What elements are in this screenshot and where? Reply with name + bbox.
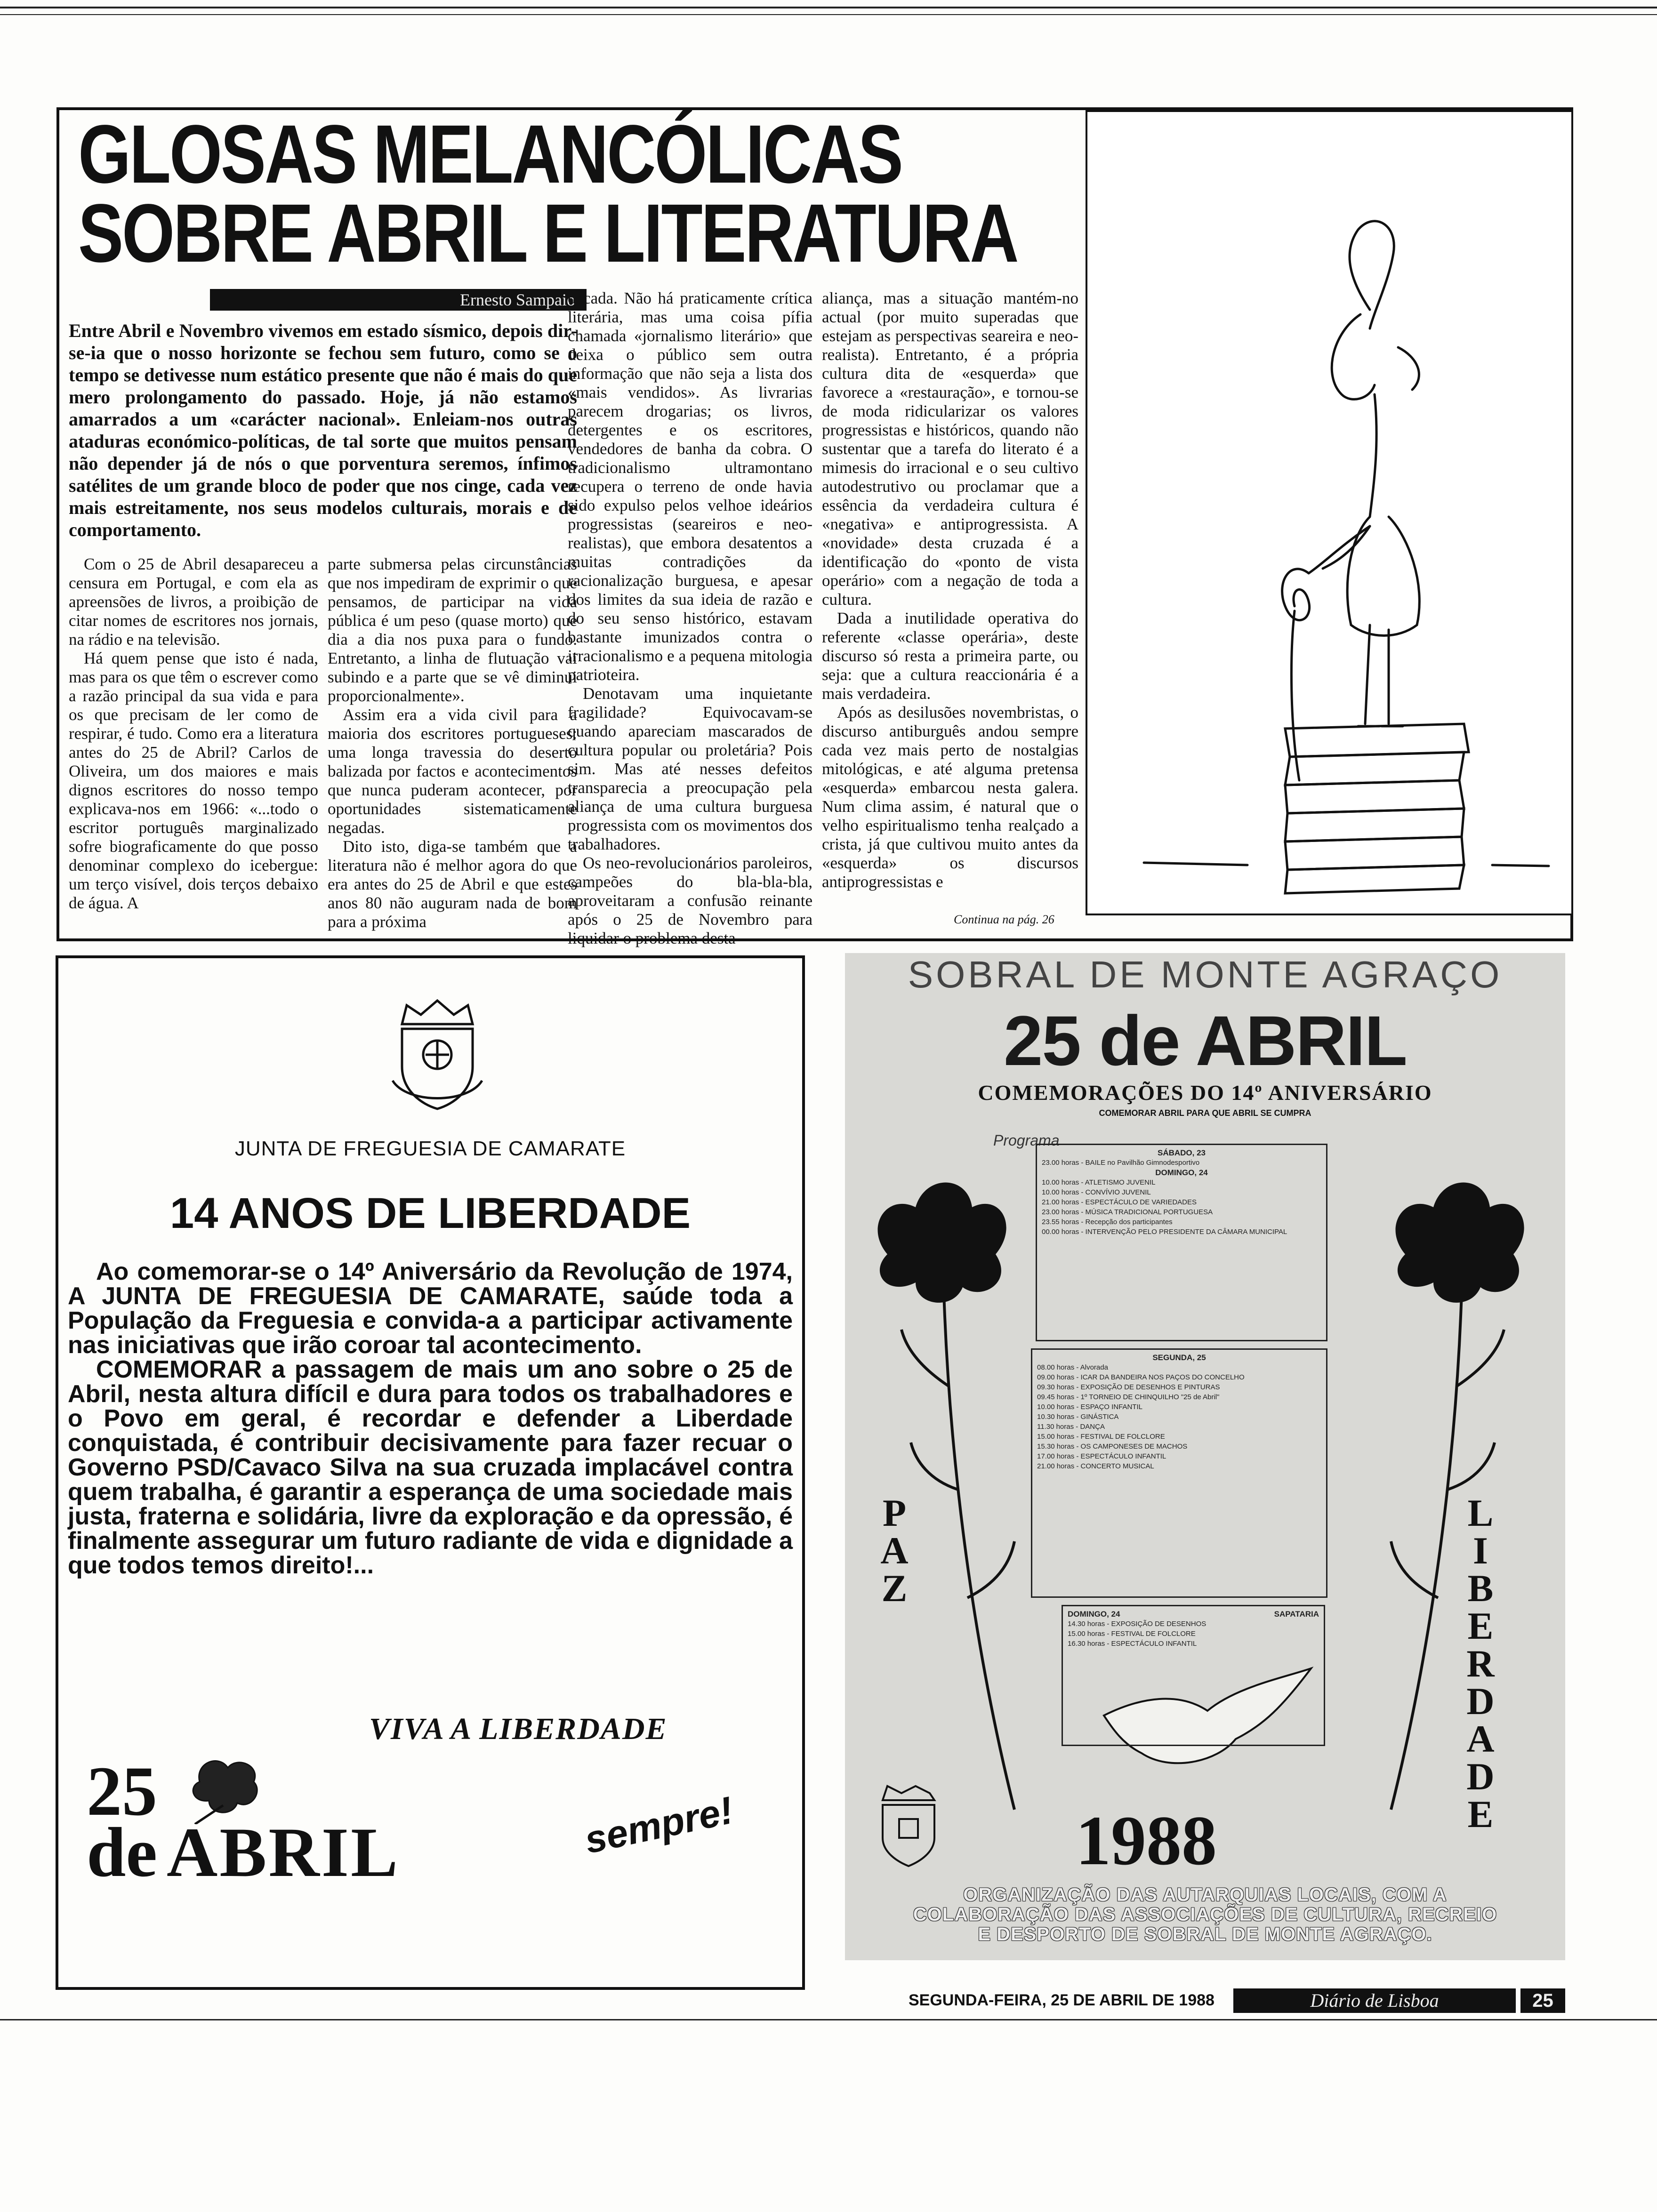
programme-item: 09.00 horas - ICAR DA BANDEIRA NOS PAÇOS DO CONCELHO [1037,1373,1245,1381]
poster-organisers: ORGANIZAÇÃO DAS AUTARQUIAS LOCAIS, COM A COLABORAÇÃO DAS ASSOCIAÇÕES DE CULTURA, RECREIO E DESPORTO DE SOBRAL DE MONTE AGRAÇO. [913,1884,1497,1945]
programme-item: 15.00 horas - FESTIVAL DE FOLCLORE [1068,1630,1196,1638]
programme-item: 23.55 horas - Recepção dos participantes [1042,1218,1173,1226]
programme-item: 23.00 horas - MÚSICA TRADICIONAL PORTUGUESA [1042,1208,1213,1216]
column-3 [568,289,812,948]
liberdade-letter: B [1467,1567,1494,1610]
liberdade-letter: L [1467,1491,1494,1534]
paz-vertical [873,1491,916,1610]
logo-de: de [87,1813,157,1891]
programme-item: 10.00 horas - CONVÍVIO JUVENIL [1042,1188,1151,1196]
camarate-ad [56,955,805,1990]
programme-item: 14.30 horas - EXPOSIÇÃO DE DESENHOS [1068,1620,1207,1628]
headline-line-2: SOBRE ABRIL E LITERATURA [78,187,1018,280]
issue-date: SEGUNDA-FEIRA, 25 DE ABRIL DE 1988 [909,1991,1215,2009]
liberdade-letter: R [1466,1642,1495,1685]
ad-body [68,1259,793,1578]
programme-item: 21.00 horas - ESPECTÁCULO DE VARIEDADES [1042,1198,1197,1206]
paragraph: Dito isto, diga-se também que a literatura não é melhor agora do que era antes do 25 de Abril e que estes anos 80 não auguram nada de bom para a próxima [328,837,577,931]
page-footer [909,1988,1568,2013]
paz-letter: P [882,1491,907,1534]
ad-paragraph-1: Ao comemorar-se o 14º Aniversário da Revolução de 1974, A JUNTA DE FREGUESIA DE CAMARATE, saúde toda a População da Freguesia e convida-a a participar activamente nas iniciativas que irão coroar tal acontecimento. [68,1258,793,1359]
viva-slogan: VIVA A LIBERDADE [369,1712,668,1746]
programme-item: 10.30 horas - GINÁSTICA [1037,1413,1119,1421]
programme-item: 16.30 horas - ESPECTÁCULO INFANTIL [1068,1640,1197,1648]
junta-name: JUNTA DE FREGUESIA DE CAMARATE [234,1137,626,1160]
byline: Ernesto Sampaio [210,289,587,311]
paragraph: Assim era a vida civil para a maioria dos escritores portugueses: uma longa travessia do deserto balizada por factos e acontecimentos que nunca puderam acontecer, por oportunidades sistematicamente negadas. [328,705,577,837]
column-1 [69,555,318,913]
ad-paragraph-2: COMEMORAR a passagem de mais um ano sobre o 25 de Abril, nesta altura difícil e dura para todos os trabalhadores e o Povo em geral, é recordar e defender a Liberdade conquistada, é contribuir decisivamente para fazer recuar o Governo PSD/Cavaco Silva na sua cruzada implacável contra quem trabalha, é garantir a esperança de uma sociedade mais justa, fraterna e solidária, livre da exploração e da opressão, é finalmente assegurar um futuro radiante de vida e dignidade a que todos temos direito!... [68,1356,793,1579]
paragraph: aliança, mas a situação mantém-no actual (por muito superadas que estejam as perspectivas seareira e neo-realista). Entretanto, é a própria cultura dita de «esquerda» que favorece a «restauração», e tornou-se de moda ridicularizar os valores progressistas e históricos, quando não sustentar que a tarefa do literato é a mimesis do irracional e o seu cultivo autodestrutivo ou proclamar que a essência da verdadeira cultura é «negativa» e antiprogressista. A «novidade» desta cruzada é a identificação do «ponto de vista operário» com a negação de toda a cultura. [822,289,1078,609]
paragraph: década. Não há praticamente crítica literária, mas uma coisa pífia chamada «jornalismo literário» que deixa o público sem outra informação que não seja a lista dos «mais vendidos». As livrarias parecem drogarias; os livros, detergentes e os escritores, vendedores de banha da cobra. O tradicionalismo ultramontano recupera o terreno de onde havia sido expulso pelos velhoe ideários progressistas (seareiros e neo-realistas), que embora desatentos a muitas contradições da racionalização burguesa, e apesar dos limites da sua ideia de razão e do seu senso histórico, estavam bastante imunizados contra o irracionalismo e a pequena mitologia patrioteira. [568,289,812,684]
paragraph: Dada a inutilidade operativa do referente «classe operária», deste discurso só resta a primeira parte, ou seja: que a cultura reaccionária é a mais verdadeira. [822,609,1078,703]
poster-subtitle: COMEMORAÇÕES DO 14º ANIVERSÁRIO [978,1081,1432,1105]
poster-motto: COMEMORAR ABRIL PARA QUE ABRIL SE CUMPRA [1099,1108,1311,1118]
top-rule-2 [0,14,1657,15]
paragraph: Denotavam uma inquietante fragilidade? Equivocavam-se quando apareciam mascarados de cultura popular ou proletária? Pois sim. Mas até nesses defeitos transparecia a preocupação pela aliança de uma cultura burguesa progressista com os movimentos dos trabalhadores. [568,684,812,853]
poster-title: 25 de ABRIL [1004,1001,1407,1080]
programme-item: 23.00 horas - BAILE no Pavilhão Gimnodesportivo [1042,1159,1200,1167]
day-header: DOMINGO, 24 [1155,1168,1208,1177]
paragraph: Os neo-revolucionários paroleiros, campeões do bla-bla-bla, aproveitaram a confusão reinante após o 25 de Novembro para liquidar o problema desta [568,854,812,947]
day-header: SEGUNDA, 25 [1152,1353,1206,1362]
programme-item: 11.30 horas - DANÇA [1037,1423,1105,1431]
programme-item: 00.00 horas - INTERVENÇÃO PELO PRESIDENTE DA CÂMARA MUNICIPAL [1042,1228,1287,1236]
programme-box-monday [1031,1348,1327,1598]
continued-note: Continua na pág. 26 [954,913,1054,926]
paragraph: Após as desilusões novembristas, o discurso antiburguês andou sempre cada vez mais perto de nostalgias mitológicas, e até alguma pretensa «esquerda» embarcou nesta galera. Num clima assim, é natural que o velho espiritualismo tenha realçado a crista, já que cultivou muito antes da «esquerda» os discursos antiprogressistas e [822,703,1078,891]
venue-label: SAPATARIA [1274,1610,1319,1619]
logo-sempre: sempre! [581,1788,737,1862]
column-2 [328,555,577,931]
programme-item: 09.30 horas - EXPOSIÇÃO DE DESENHOS E PINTURAS [1037,1383,1220,1391]
programa-label: Programa [993,1132,1060,1149]
paragraph: Há quem pense que isto é nada, mas para os que têm o escrever como a razão principal da sua vida e para os que precisam de ler como de respirar, é tudo. Como era a literatura antes do 25 de Abril? Carlos de Oliveira, um dos maiores e mais dignos escritores do nosso tempo explicava-nos em 1966: «...todo o escritor português marginalizado sofre biograficamente do que posso denominar complexo do icebergue: um terço visível, dois terços debaixo de água. A [69,649,318,912]
bottom-rule [0,2019,1657,2020]
paz-letter: A [880,1529,909,1572]
liberdade-letter: D [1466,1755,1495,1798]
logo-abril: ABRIL [167,1813,400,1891]
programme-item: 10.00 horas - ESPAÇO INFANTIL [1037,1403,1142,1411]
headline-line-1: GLOSAS MELANCÓLICAS [78,108,902,200]
paragraph: parte submersa pelas circunstâncias que nos impediram de exprimir o que pensamos, de participar na vida pública é um peso (quase morto) que dia a dia nos puxa para o fundo. Entretanto, a linha de flutuação vai subindo e a parte que se vê diminui proporcionalmente». [328,555,577,705]
liberdade-letter: D [1466,1680,1495,1723]
programme-item: 10.00 horas - ATLETISMO JUVENIL [1042,1178,1156,1186]
day-header: DOMINGO, 24 [1068,1610,1120,1619]
day-header-row [1068,1609,1319,1619]
liberdade-vertical [1459,1491,1502,1835]
programme-box-saturday [1036,1144,1327,1341]
ad-title: 14 ANOS DE LIBERDADE [170,1189,691,1237]
lead-paragraph: Entre Abril e Novembro vivemos em estado sísmico, depois dir-se-ia que o nosso horizonte se fechou sem futuro, como se o tempo se detivesse num estático presente que não é mais do que mero prolongamento do passado. Hoje, já não estamos amarrados a um «carácter nacional». Enleiam-nos outras ataduras económico-políticas, de tal sorte que muitos pensam não depender já de nós o que porventura seremos, ínfimos satélites de um grande bloco de poder que nos cinge, cada vez mais estreitamente, nos seus modelos culturais, morais e de comportamento. [69,320,577,540]
top-rule [0,7,1657,8]
headline [78,108,1018,280]
programme-box-sunday [1062,1605,1325,1746]
poster-year: 1988 [1076,1802,1217,1880]
cartoon-figure-icon [1087,112,1568,910]
coat-of-arms-icon [388,996,487,1114]
paz-letter: Z [881,1567,908,1610]
cartoon-illustration [1086,110,1573,915]
liberdade-letter: A [1466,1717,1495,1760]
programme-item: 15.30 horas - OS CAMPONESES DE MACHOS [1037,1443,1188,1451]
logo-25: 25 [87,1752,157,1830]
page-number: 25 [1520,1988,1565,2013]
column-4 [822,289,1078,891]
newspaper-name: Diário de Lisboa [1233,1988,1516,2013]
programme-item: 15.00 horas - FESTIVAL DE FOLCLORE [1037,1433,1165,1441]
liberdade-letter: I [1473,1529,1488,1572]
sobral-poster [845,953,1565,1960]
paragraph: Com o 25 de Abril desapareceu a censura em Portugal, e com ela as apreensões de livros, a proibição de citar nomes de escritores nos jornais, na rádio e na televisão. [69,555,318,649]
liberdade-letter: E [1467,1793,1494,1835]
article-box [56,107,1573,947]
programme-item: 21.00 horas - CONCERTO MUSICAL [1037,1462,1154,1470]
programme-item: 17.00 horas - ESPECTÁCULO INFANTIL [1037,1452,1166,1460]
liberdade-letter: E [1467,1604,1494,1647]
programme-item: 08.00 horas - Alvorada [1037,1363,1108,1371]
poster-town: SOBRAL DE MONTE AGRAÇO [908,954,1503,995]
programme-item: 09.45 horas - 1º TORNEIO DE CHINQUILHO "25 de Abril" [1037,1393,1220,1401]
day-header: SÁBADO, 23 [1157,1148,1206,1157]
